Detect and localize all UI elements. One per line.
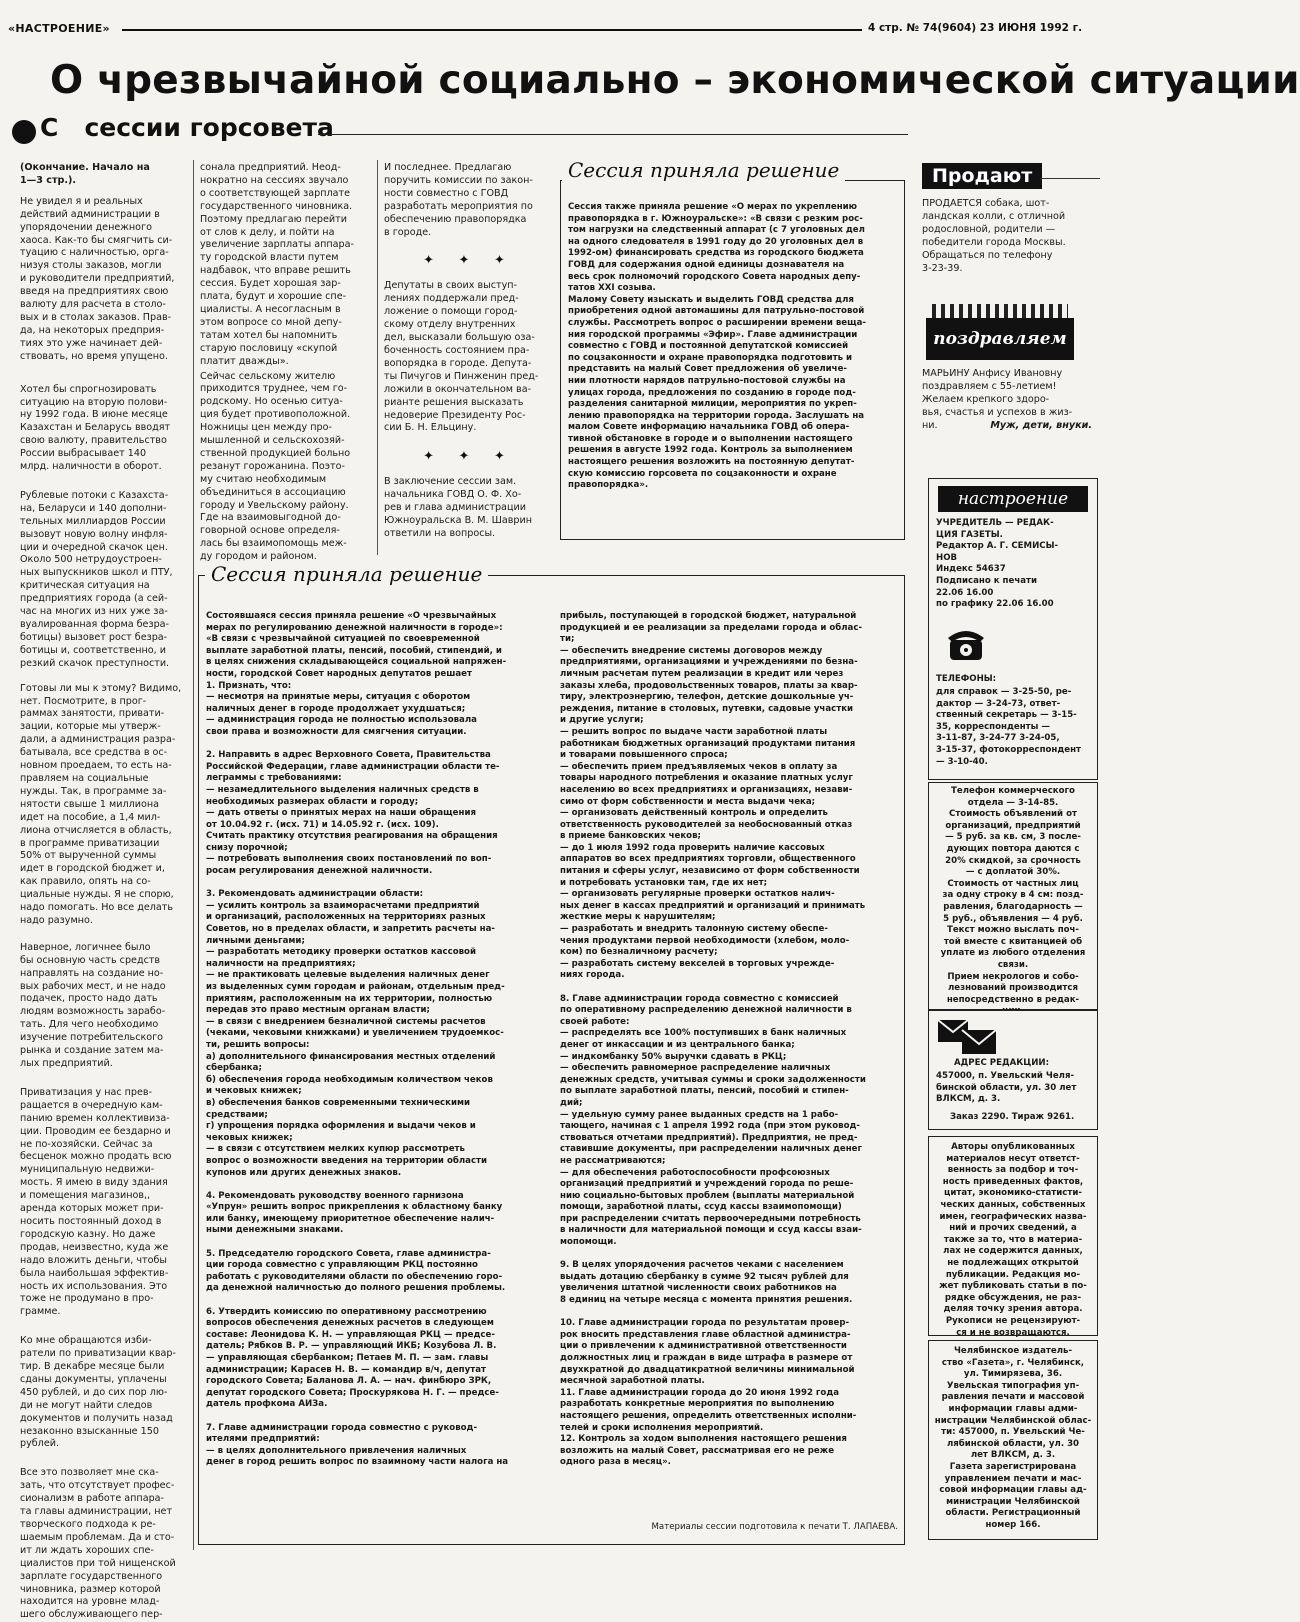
congrats-banner: поздравляем bbox=[926, 318, 1074, 360]
page-headline: О чрезвычайной социально – экономической ситуации bbox=[50, 58, 1300, 103]
paragraph: Сейчас сельскому жителю приходится труднее, чем го- родскому. Но осенью ситуа- ция будет противоположной. Ножницы цен между про- мышленной и сельскохозяй- ственной продукцией больно резанут горожанина. Поэто- му считаю необходимым объединиться в ассоциацию городу и Увельскому району. Где на взаимовыгодной до- говорной основе определя- лась бы взаимопомощь меж- ду городом и районом. bbox=[200, 370, 351, 563]
address-text: 457000, п. Увельский Челя- бинской области, ул. 30 лет ВЛКСМ, д. 3. bbox=[936, 1071, 1077, 1105]
rubric-bullet bbox=[12, 120, 36, 144]
decision-box-2-title: Сессия приняла решение bbox=[205, 562, 488, 586]
paragraph: В заключение сессии зам. начальника ГОВД О. Ф. Хо- рев и глава администрации Южноуральска В. М. Шаврин ответили на вопросы. bbox=[384, 476, 533, 539]
paragraph: Ко мне обращаются изби- ратели по приватизации квар- тир. В декабре месяце были сданы документы, уплачены 450 рублей, и до сих пор лю- ди не могут найти следов документов и получить назад незаконно взысканные 150 рублей. bbox=[20, 1335, 176, 1450]
publisher-text: Челябинское издатель- ство «Газета», г. Челябинск, ул. Тимирязева, 36. Увельская типография уп- равления печати и массовой информации главы адми- нистрации Челябинской облас- ти: 457000, п. Увельский Че- лябинской области, ул. 30 лет ВЛКСМ, д. 3. Газета зарегистрирована управлением печати и мас- совой информации главы ад- министрации Челябинской области. Регистрационный номер 166. bbox=[934, 1346, 1092, 1530]
paragraph: Депутаты в своих выступ- лениях поддержали пред- ложение о помощи город- скому отделу внутренних дел, высказали большую оза- боченность состоянием пра- вопорядка в городе. Депута- ты Пичугов и Пинженин пред- ложили в окончательном ва- рианте решения высказать недоверие Президенту Рос- сии Б. Н. Ельцину. bbox=[384, 280, 539, 434]
decision-box-2-left: Состоявшаяся сессия приняла решение «О чрезвычайных мерах по регулированию денежной наличности в городе»: «В связи с чрезвычайной ситуацией по своевременной выплате заработной платы, пенсий, пособий, стипендий, и в целях снижения складывающейся социальной напряжен- ности, городской Совет народных депутатов решает 1. Признать, что: — несмотря на принятые меры, ситуация с оборотом наличных денег в городе продолжает ухудшаться; — администрация города не полностью использовала свои права и возможности для смягчения ситуации. 2. Направить в адрес Верховного Совета, Правительства Российской Федерации, главе администрации области те- леграммы с требованиями: — незамедлительного выделения наличных средств в необходимых размерах области и городу; — дать ответы о принятых мерах на наши обращения от 10.04.92 г. (исх. 71) и 14.05.92 г. (исх. 109). Считать практику отсутствия реагирования на обращения снизу порочной; — потребовать выполнения своих постановлений по воп- росам регулирования денежной наличности. 3. Рекомендовать администрации области: — усилить контроль за взаиморасчетами предприятий и организаций, расположенных на территориях разных Советов, но в пределах области, и запретить расчеты на- личными деньгами; — разработать методику проверки остатков кассовой наличности на предприятиях; — не практиковать целевые выделения наличных денег из выделенных сумм городам и районам, отдельным пред- приятиям, расположенным на их территории, полностью передав это право местным органам власти; — в связи с внедрением безналичной системы расчетов (чеками, чековыми книжками) и увеличением трудоемкос- ти, решить вопросы: а) дополнительного финансирования местных отделений сбербанка; б) обеспечения города необходимым количеством чеков и чековых книжек; в) обеспечения банков современными техническими средствами; г) упрощения порядка оформления и выдачи чеков и чековых книжек; — в связи с отсутствием мелких купюр рассмотреть вопрос о возможности введения на территории области купонов или других денежных знаков. 4. Рекомендовать руководству военного гарнизона «Упрун» решить вопрос прикрепления к областному банку или банку, имеющему приоритетное обеспечение налич- ными денежными знаками. 5. Председателю городского Совета, главе администра- ции города совместно с управляющим РКЦ постоянно работать с руководителями области по обеспечению горо- да денежной наличностью до полного решения проблемы. 6. Утвердить комиссию по оперативному рассмотрению вопросов обеспечения денежных расчетов в следующем составе: Леонидова К. Н. — управляющая РКЦ — предсе- датель; Рябков В. Р. — управляющий ИКБ; Козубова Л. В. — управляющая сбербанком; Петаев М. П. — зам. главы администрации; Карасев Н. В. — командир в/ч, депутат городского Совета; Баланова Л. А. — нач. финбюро ЗРК, депутат городского Совета; Проскурякова Н. Г. — предсе- датель профкома АИЗа. 7. Главе администрации города совместно с руковод- ителями предприятий: — в целях дополнительного привлечения наличных денег в город решить вопрос по взаимному части налога на bbox=[206, 611, 509, 1468]
envelope-icon bbox=[936, 1016, 1000, 1056]
print-order: Заказ 2290. Тираж 9261. bbox=[950, 1112, 1075, 1122]
article-column-1 bbox=[20, 162, 188, 1622]
phones-list: для справок — 3-25-50, ре- дактор — 3-24-73, ответ- ственный секретарь — 3-15- 35, корреспонденты — 3-11-87, 3-24-77 3-24-05, 3-15-37, фотокорреспондент — 3-10-40. bbox=[936, 687, 1082, 767]
rubric-title: С сессии горсовета bbox=[40, 113, 334, 142]
paragraph: Наверное, логичнее было бы основную часть средств направлять на создание но- вых рабочих мест, и не надо подачек, просто надо дать людям возможность зарабо- тать. Для чего необходимо изучение потребительского рынка и создание затем ма- лых предприятий. bbox=[20, 941, 166, 1069]
paragraph: Хотел бы спрогнозировать ситуацию на вторую полови- ну 1992 года. В июне месяце Казахстан и Беларусь вводят свою валюту, правительство России выбрасывает 140 млрд. наличности в оборот. bbox=[20, 383, 171, 473]
decision-box-1-text: Сессия также приняла решение «О мерах по укреплению правопорядка в г. Южноуральске»: «В связи с резким рос- том нагрузки на следственный аппарат (с 7 уголовных дел на одного следователя в 1991 году до 20 уголовных дел в 1992-ом) финансировать средства из городского бюджета ГОВД для содержания одной единицы дознавателя на весь срок полномочий городского Совета народных депу- татов XXI созыва. Малому Совету изыскать и выделить ГОВД средства для приобретения одной автомашины для патрульно-постовой службы. Рассмотреть вопрос о расширении времени веща- ния городской программы «Эфир». Главе администрации совместно с ГОВД и постоянной депутатской комиссией по соцзаконности и охране правопорядка подготовить и представить на малый Совет предложения об увеличе- нии плотности нарядов патрульно-постовой службы на улицах города, предложения по созданию в городе под- разделения санитарной милиции, мероприятия по укреп- лению правопорядка на территории города. Заслушать на малом Совете информацию начальника ГОВД об опера- тивной обстановке в городе и о выполнении настоящего решения в августе 1992 года. Контроль за выполнением настоящего решения возложить на постоянную депутат- скую комиссию горсовета по соцзаконности и охране правопорядка». bbox=[568, 202, 866, 491]
paragraph: И последнее. Предлагаю поручить комиссии по закон- ности совместно с ГОВД разработать мероприятия по обеспечению правопорядка в городе. bbox=[384, 162, 533, 238]
ads-heading-rule bbox=[1040, 178, 1100, 179]
advertising-info: Телефон коммерческого отдела — 3-14-85. Стоимость объявлений от организаций, предприятий — 5 руб. за кв. см, 3 после- дующих повтора даются с 20% скидкой, за срочность — с доплатой 30%. Стоимость от частных лиц за одну строку в 4 см: позд- равления, благодарность — 5 руб., объявления — 4 руб. Текст можно выслать поч- той вместе с квитанцией об уплате из любого отделения связи. Прием некрологов и собо- лезнований производится непосредственно в редак- bbox=[940, 786, 1086, 1005]
column-rule bbox=[193, 160, 194, 1550]
congrats-signature: Муж, дети, внуки. bbox=[990, 420, 1092, 431]
paragraph: Не увидел я и реальных действий администрации в упорядочении денежного хаоса. Как-то бы смягчить си- туацию с наличностью, орга- низуя столы заказов, могли и руководители предприятий, введя на предприятиях свою валюту для расчета в столо- вых и в столах заказов. Прав- да, на некоторых предприя- тиях это уже начинает дей- ствовать, но время упущено. bbox=[20, 195, 175, 362]
separator-stars: ✦ ✦ ✦ bbox=[423, 253, 515, 269]
article-column-3 bbox=[384, 162, 554, 541]
article-column-2 bbox=[200, 162, 372, 564]
issue-info: 4 стр. № 74(9604) 23 ИЮНЯ 1992 г. bbox=[868, 22, 1083, 34]
newspaper-logo: настроение bbox=[938, 486, 1088, 512]
continuation-note: (Окончание. Начало на 1—3 стр.). bbox=[20, 162, 150, 186]
paragraph: сонала предприятий. Неод- нократно на сессиях звучало о соответствующей зарплате государственного чиновника. Поэтому предлагаю перейти от слов к делу, и пойти на увеличение зарплаты аппара- ту городской власти путем надбавок, что вправе решить сессия. Будет хорошая зар- плата, будут и хорошие спе- циалисты. А несогласным в этом вопросе со мной депу- татам хотел бы напомнить старую пословицу «скупой платит дважды». bbox=[200, 162, 354, 367]
paragraph: Готовы ли мы к этому? Видимо, нет. Посмотрите, в прог- раммах занятости, привати- зации, которые мы утверж- дали, а администрация разра- батывала, все средства в ос- новном проедаем, то есть на- правляем на социальные нужды. Так, в программе за- нятости свыше 1 миллиона идет на пособие, а 1,4 мил- лиона отчисляется в область, в программе приватизации 50% от вырученной суммы идет в городской бюджет и, как правило, опять на со- циальные нужды. Я не спорю, надо помогать. Но все делать надо разумно. bbox=[20, 682, 182, 926]
classified-ad: ПРОДАЕТСЯ собака, шот- ландская колли, с отличной родословной, родители — победители города Москвы. Обращаться по телефону 3-23-39. bbox=[922, 198, 1066, 274]
separator-stars: ✦ ✦ ✦ bbox=[423, 449, 515, 465]
column-rule bbox=[377, 160, 378, 555]
phones-title: ТЕЛЕФОНЫ: bbox=[936, 674, 997, 684]
decision-box-2-right: прибыль, поступающей в городской бюджет, натуральной продукцией и ее реализации за пределами города и облас- ти; — обеспечить внедрение системы договоров между предприятиями, организациями и учреждениями по безна- личным расчетам путем реализации в кредит или через заказы хлеба, продовольственных товаров, платы за квар- тиру, электроэнергию, телефон, детские дошкольные уч- реждения, питание в столовых, путевки, садовые участки и другие услуги; — решить вопрос по выдаче части заработной платы работникам бюджетных организаций продуктами питания и товарами повышенного спроса; — обеспечить прием предъявляемых чеков в оплату за товары народного потребления и оказание платных услуг населению во всех предприятиях и организациях, незави- симо от форм собственности и места выдачи чека; — организовать действенный контроль и определить ответственность руководителей за необоснованный отказ в приеме банковских чеков; — до 1 июля 1992 года проверить наличие кассовых аппаратов во всех предприятиях торговли, общественного питания и сферы услуг, независимо от форм собственности и потребовать установки там, где их нет; — организовать регулярные проверки остатков налич- ных денег в кассах предприятий и организаций и принимать жесткие меры к нарушителям; — разработать и внедрить талонную систему обеспе- чения продуктами первой необходимости (хлебом, моло- ком) по безналичному расчету; — разработать систему векселей в торговых учрежде- ниях города. 8. Главе администрации города совместно с комиссией по оперативному распределению денежной наличности в своей работе: — распределять все 100% поступивших в банк наличных денег от инкассации и из центрального банка; — индкомбанку 50% выручки сдавать в РКЦ; — обеспечить равномерное распределение наличных денежных средств, учитывая суммы и сроки задолженности по выплате заработной платы, пенсий, пособий и стипен- дий; — удельную сумму ранее выданных средств на 1 рабо- тающего, начиная с 1 апреля 1992 года (при этом руковод- ствоваться отчетами предприятий). Предприятия, не пред- ставившие документы, при распределении наличных денег не рассматриваются; — для обеспечения работоспособности профсоюзных организаций предприятий и учреждений города по реше- нию социально-бытовых проблем (выплаты материальной помощи, заработной платы, ссуд кассы взаимопомощи) при распределении считать первоочередными потребность в наличности для материальной помощи и ссуд кассы взаи- мопомощи. 9. В целях упорядочения расчетов чеками с населением выдать дотацию сбербанку в сумме 92 тысяч рублей для увеличения штатной численности своих работников на 8 единиц на четыре месяца с момента принятия решения. 10. Главе администрации города по результатам провер- рок вносить представления главе областной администра- ции о привлечении к административной ответственности должностных лиц и граждан в виде штрафа в размере от двухкратной до двадцатикратной величины минимальной месячной заработной платы. 11. Главе администрации города до 20 июня 1992 года разработать конкретные мероприятия по выполнению настоящего решения, определить ответственных исполни- телей и сроки исполнения мероприятий. 12. Контроль за ходом выполнения настоящего решения возложить на малый Совет, рассматривая его не реже одного раза в месяц». bbox=[560, 611, 866, 1468]
paragraph: Приватизация у нас прев- ращается в очередную кам- панию времен коллективиза- ции. Проводим ее бездарно и не по-хозяйски. Сейчас за бесценок можно продать всю муниципальную недвижи- мость. Я имею в виду здания и помещения магазинов,, аренда которых может при- носить постоянный доход в городскую казну. Но даже продав, неизвестно, куда же надо вложить деньги, чтобы была наибольшая эффектив- ность их использования. Это тоже не продумано в про- грамме. bbox=[20, 1086, 172, 1318]
masthead-text: УЧРЕДИТЕЛЬ — РЕДАК- ЦИЯ ГАЗЕТЫ. Редактор А. Г. СЕМИСЫ- НОВ Индекс 54637 Подписано к печати 22.06 16.00 по графику 22.06 16.00 bbox=[936, 518, 1059, 610]
decision-box-1-title: Сессия приняла решение bbox=[562, 158, 845, 182]
disclaimer-text: Авторы опубликованных материалов несут ответст- венность за подбор и точ- ность приведенных фактов, цитат, экономико-статисти- ческих данных, собственных имен, географических назва- ний и прочих сведений, а также за то, что в материа- лах не содержится данных, не подлежащих открытой публикации. Редакция мо- жет публиковать статьи в по- рядке обсуждения, не раз- деляя точку зрения автора. Рукописи не рецензируют- ся и не возвращаются. bbox=[939, 1142, 1087, 1338]
section-label: «НАСТРОЕНИЕ» bbox=[8, 22, 110, 35]
paragraph: Все это позволяет мне ска- зать, что отсутствует профес- сионализм в работе аппара- та главы администрации, нет творческого подхода к ре- шаемым проблемам. Да и сто- ит ли ждать хороших спе- циалистов при той нищенской зарплате государственного чиновника, размер которой находится на уровне млад- шего обслуживающего пер- bbox=[20, 1467, 176, 1621]
telephone-icon bbox=[946, 626, 986, 662]
congrats-text: МАРЬИНУ Анфису Ивановну поздравляем с 55-летием! Желаем крепкого здоро- вья, счастья и успехов в жиз- ни. bbox=[922, 368, 1073, 431]
signature: Материалы сессии подготовила к печати Т. ЛАПАЕВА. bbox=[651, 1522, 898, 1532]
header-rule bbox=[122, 29, 862, 31]
paragraph: Рублевые потоки с Казахста- на, Беларуси и 140 дополни- тельных миллиардов России вызовут новую волну инфля- ции и очередной скачок цен. Около 500 нетрудоустроен- ных выпускников школ и ПТУ, критическая ситуация на предприятиях города (а сей- час на многих из них уже за- вуалированная форма безра- ботицы) вызовет рост безра- ботицы и, соответственно, и резкий скачок преступности. bbox=[20, 489, 173, 669]
rubric-rule bbox=[318, 134, 908, 135]
ads-heading: Продают bbox=[922, 163, 1042, 189]
address-title: АДРЕС РЕДАКЦИИ: bbox=[954, 1058, 1050, 1068]
